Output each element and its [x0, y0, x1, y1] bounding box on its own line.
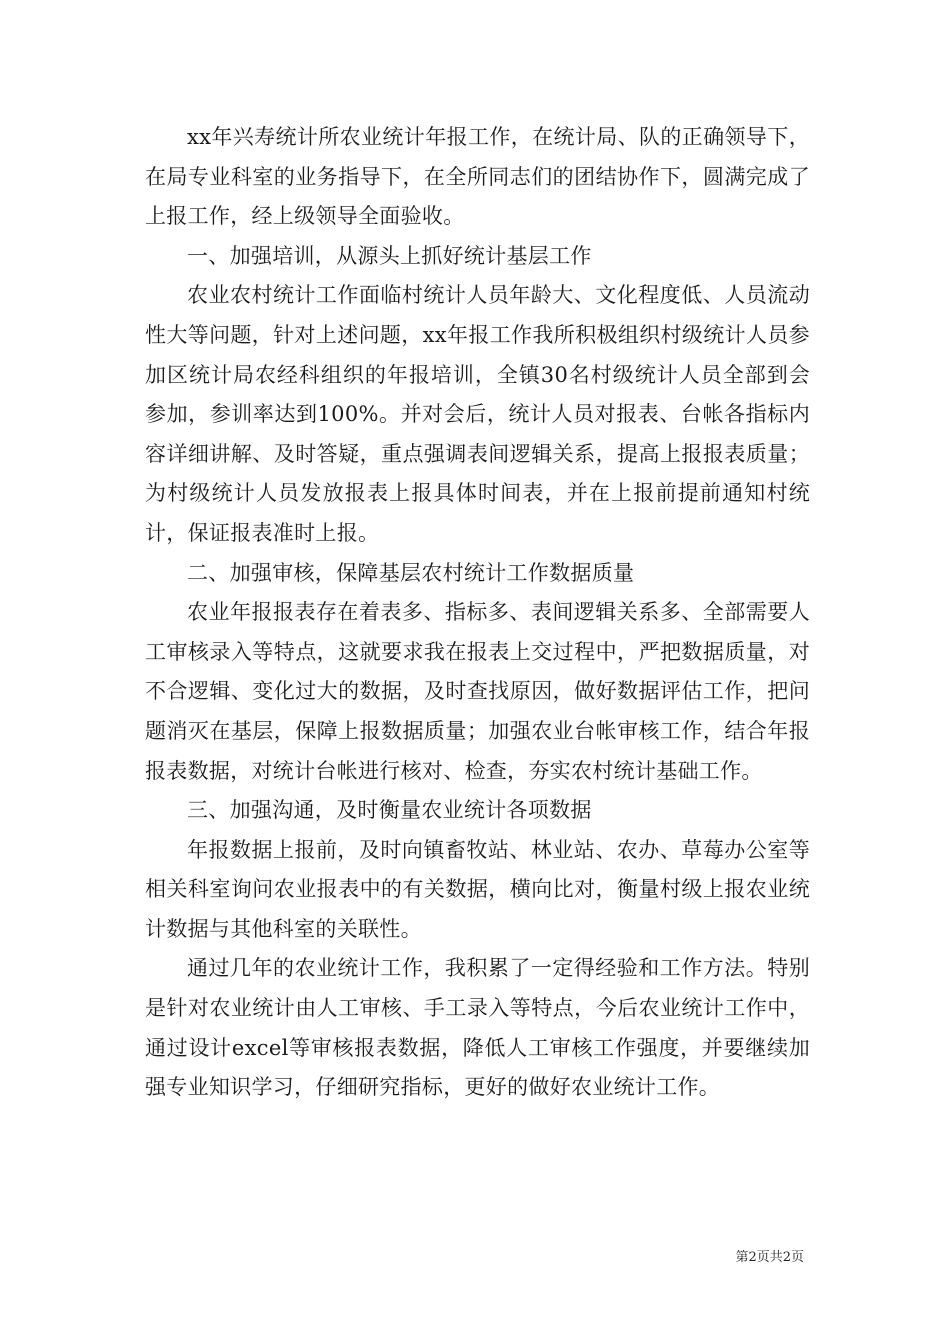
paragraph-communication: 年报数据上报前，及时向镇畜牧站、林业站、农办、草莓办公室等相关科室询问农业报表中的有关数据，横向比对，衡量村级上报农业统计数据与其他科室的关联性。 — [145, 837, 810, 941]
paragraph-conclusion: 通过几年的农业统计工作，我积累了一定得经验和工作方法。特别是针对农业统计由人工审核、手工录入等特点，今后农业统计工作中，通过设计excel等审核报表数据，降低人工审核工作强度，并要继续加强专业知识学习，仔细研究指标，更好的做好农业统计工作。 — [145, 956, 810, 1100]
section-heading-review: 二、加强审核，保障基层农村统计工作数据质量 — [187, 560, 635, 585]
paragraph-intro: xx年兴寿统计所农业统计年报工作，在统计局、队的正确领导下，在局专业科室的业务指导下，在全所同志们的团结协作下，圆满完成了上报工作，经上级领导全面验收。 — [145, 125, 810, 229]
paragraph-training: 农业农村统计工作面临村统计人员年龄大、文化程度低、人员流动性大等问题，针对上述问题，xx年报工作我所积极组织村级统计人员参加区统计局农经科组织的年报培训，全镇30名村级统计人员全部到会参加，参训率达到100%。并对会后，统计人员对报表、台帐各指标内容详细讲解、及时答疑，重点强调表间逻辑关系，提高上报报表质量；为村级统计人员发放报表上报具体时间表，并在上报前提前通知村统计，保证报表准时上报。 — [145, 283, 810, 545]
document-body — [145, 118, 810, 1108]
paragraph-review: 农业年报报表存在着表多、指标多、表间逻辑关系多、全部需要人工审核录入等特点，这就要求我在报表上交过程中，严把数据质量，对不合逻辑、变化过大的数据，及时查找原因，做好数据评估工作，把问题消灭在基层，保障上报数据质量；加强农业台帐审核工作，结合年报报表数据，对统计台帐进行核对、检查，夯实农村统计基础工作。 — [145, 600, 810, 783]
page-number: 第2页共2页 — [735, 1250, 804, 1265]
section-heading-communication: 三、加强沟通，及时衡量农业统计各项数据 — [187, 798, 592, 823]
section-heading-training: 一、加强培训，从源头上抓好统计基层工作 — [187, 243, 592, 268]
